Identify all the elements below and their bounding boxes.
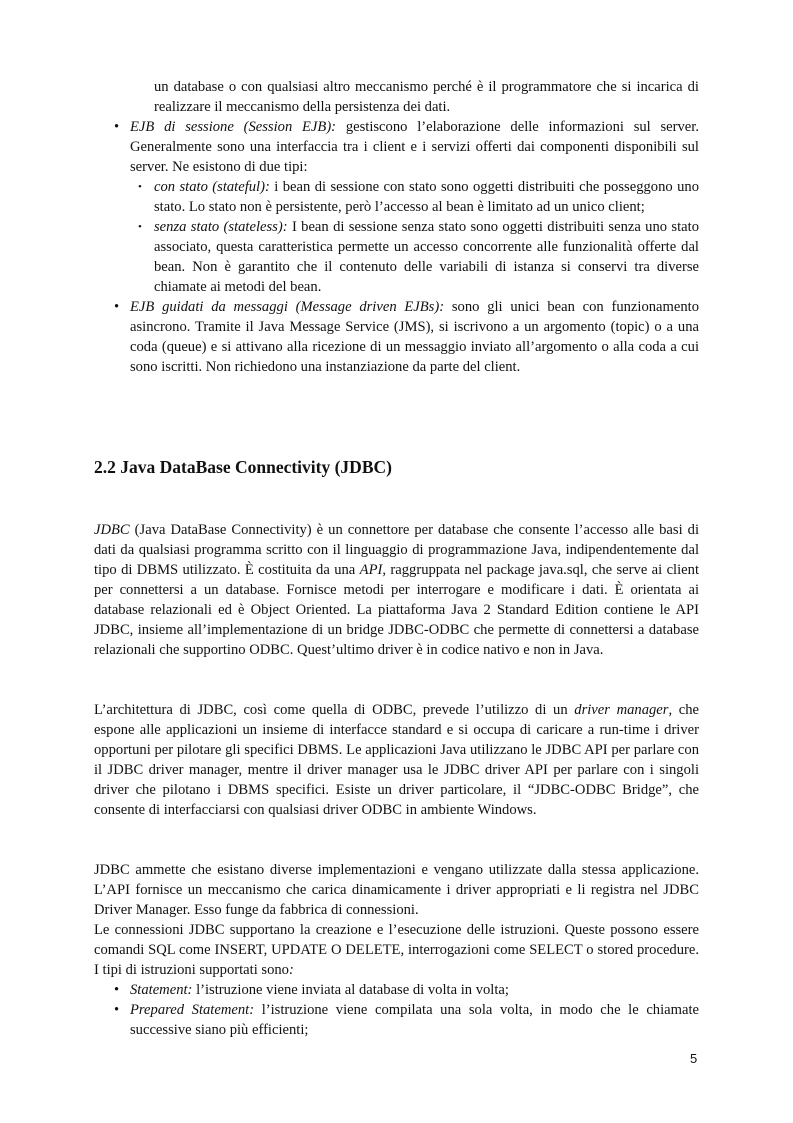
para2-text-a: L’architettura di JDBC, così come quella di ODBC, prevede l’utilizzo di un [94,702,575,718]
statement-types-list [114,980,699,1040]
desc-prepared-statement: l’istruzione viene compilata una sola volta, in modo che le chiamate successive siano più efficienti; [130,1002,699,1038]
para2-text-b: , che espone alle applicazioni un insieme di interfacce standard e si occupa di caricare a run-time i driver opportuni per pilotare gli specifici DBMS. Le applicazioni Java utilizzano le JDBC API per parlare con il JDBC driver manager, mentre il driver manager usa le JDBC driver API per parlare con i singoli driver che pilotano i DBMS specifici. Esiste un driver particolare, il “JDBC-ODBC Bridge”, che consente di interfacciarsi con qualsiasi driver ODBC in ambiente Windows. [94,702,700,818]
paragraph-implementations: JDBC ammette che esistano diverse implementazioni e vengano utilizzate dalla stessa applicazione. L’API fornisce un meccanismo che carica dinamicamente i driver appropriati e li registra nel JDBC Driver Manager. Esso funge da fabbrica di connessioni. [94,862,699,918]
para1-text-a: (Java DataBase Connectivity) è un connettore per database che consente l’accesso alle basi di dati da qualsiasi programma scritto con il linguaggio di programmazione Java, indipendentemente dal tipo di DBMS utilizzato. È costituita da una [94,522,699,578]
para1-text-b: , raggruppata nel package java.sql, che serve ai client per connettersi a un database. Fornisce metodi per interrogare e modificare i dati. È orientata ai database relazionali ed è Object Oriented. La piattaforma Java 2 Standard Edition contiene le API JDBC, insieme all’implementazione di un bridge JDBC-ODBC che permette di connettersi a database relazionali che supportino ODBC. Quest’ultimo driver è in codice nativo e non in Java. [94,562,699,658]
desc-session-ejb: gestiscono l’elaborazione delle informazioni sul server. Generalmente sono una interfaccia tra i client e i servizi offerti dai componenti disponibili sul server. Ne esistono di due tipi: [130,119,699,175]
para4-text: Le connessioni JDBC supportano la creazione e l’esecuzione delle istruzioni. Queste possono essere comandi SQL come INSERT, UPDATE O DELETE, interrogazioni come SELECT o stored procedure. I tipi di istruzioni supportati sono [94,922,699,978]
list-item-stateless [138,217,699,297]
term-prepared-statement: Prepared Statement: [130,1002,255,1018]
paragraph-connections [94,920,699,980]
section-heading: 2.2 Java DataBase Connectivity (JDBC) [94,457,392,477]
list-item-prepared-statement [114,1000,699,1040]
term-jdbc: JDBC [94,522,130,538]
paragraph-architecture [94,700,699,820]
paragraph-jdbc-intro [94,520,699,660]
list-item-message-driven-ejb [114,297,699,377]
term-session-ejb: EJB di sessione (Session EJB): [130,119,337,135]
page-number: 5 [690,1051,698,1066]
desc-stateless: I bean di sessione senza stato sono oggetti distribuiti senza uno stato associato, questa caratteristica permette un accesso concorrente alle funzionalità offerte dal bean. Non è garantito che il contenuto delle variabili di istanza si conservi tra diverse chiamate ai metodi del bean. [154,219,699,295]
term-driver-manager: driver manager [574,702,669,718]
session-subtypes-list [138,177,699,297]
continuation-text: un database o con qualsiasi altro meccanismo perché è il programmatore che si incarica di realizzare il meccanismo della persistenza dei dati. [154,79,699,115]
desc-message-driven-ejb: sono gli unici bean con funzionamento asincrono. Tramite il Java Message Service (JMS), si iscrivono a un argomento (topic) o a una coda (queue) e si attivano alla ricezione di un messaggio inviato all’argomento o alla coda a cui sono iscritti. Non richiedono una instanziazione da parte del client. [130,299,700,375]
list-item-stateful [138,177,699,217]
term-stateful: con stato (stateful): [154,179,270,195]
list-item-session-ejb [114,117,699,297]
term-api: API [359,562,383,578]
ejb-types-list [114,117,699,377]
term-statement: Statement: [130,982,193,998]
desc-statement: l’istruzione viene inviata al database di volta in volta; [192,982,509,998]
list-item-statement [114,980,699,1000]
desc-stateful: i bean di sessione con stato sono oggetti distribuiti che posseggono uno stato. Lo stato non è persistente, però l’accesso al bean è limitato ad un unico client; [154,179,699,215]
para4-colon: : [288,962,294,978]
term-message-driven-ejb: EJB guidati da messaggi (Message driven EJBs): [130,299,445,315]
term-stateless: senza stato (stateless): [154,219,288,235]
